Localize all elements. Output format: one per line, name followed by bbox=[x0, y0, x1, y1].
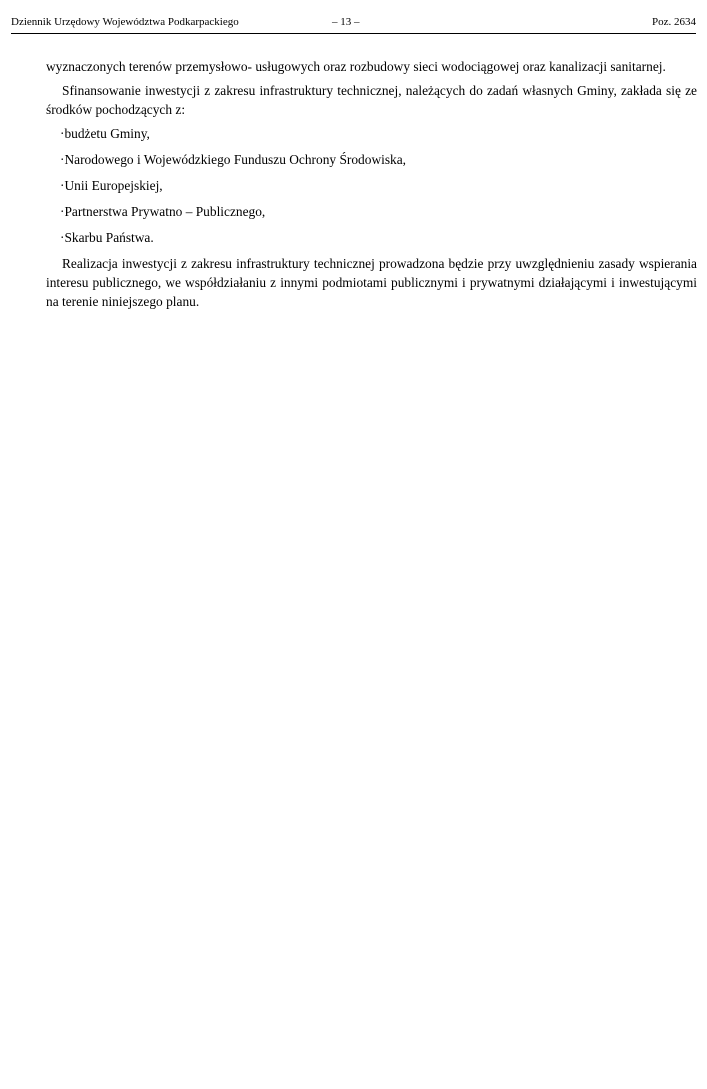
document-body bbox=[46, 57, 697, 316]
list-item: ·budżetu Gminy, bbox=[60, 126, 150, 141]
list-item: ·Narodowego i Wojewódzkiego Funduszu Ochrony Środowiska, bbox=[60, 152, 407, 167]
page-header bbox=[11, 14, 696, 30]
paragraph-financing: Sfinansowanie inwestycji z zakresu infrastruktury technicznej, należących do zadań własnych Gminy, zakłada się ze środków pochodzących z: bbox=[46, 83, 697, 117]
list-item: ·Partnerstwa Prywatno – Publicznego, bbox=[60, 204, 266, 219]
funding-sources-list bbox=[46, 124, 697, 247]
list-item: ·Skarbu Państwa. bbox=[60, 230, 154, 245]
header-divider bbox=[11, 33, 696, 34]
paragraph-continuation: wyznaczonych terenów przemysłowo- usługowych oraz rozbudowy sieci wodociągowej oraz kanalizacji sanitarnej. bbox=[46, 59, 666, 74]
position-number: Poz. 2634 bbox=[652, 16, 696, 28]
list-item: ·Unii Europejskiej, bbox=[60, 178, 163, 193]
page-number: – 13 – bbox=[332, 16, 360, 28]
journal-title: Dziennik Urzędowy Województwa Podkarpackiego bbox=[11, 16, 239, 28]
paragraph-realization: Realizacja inwestycji z zakresu infrastruktury technicznej prowadzona będzie przy uwzględnieniu zasady wspierania interesu publicznego, we współdziałaniu z innymi podmiotami publicznymi i prywatnymi działającymi i inwestującymi na terenie niniejszego planu. bbox=[46, 256, 697, 309]
